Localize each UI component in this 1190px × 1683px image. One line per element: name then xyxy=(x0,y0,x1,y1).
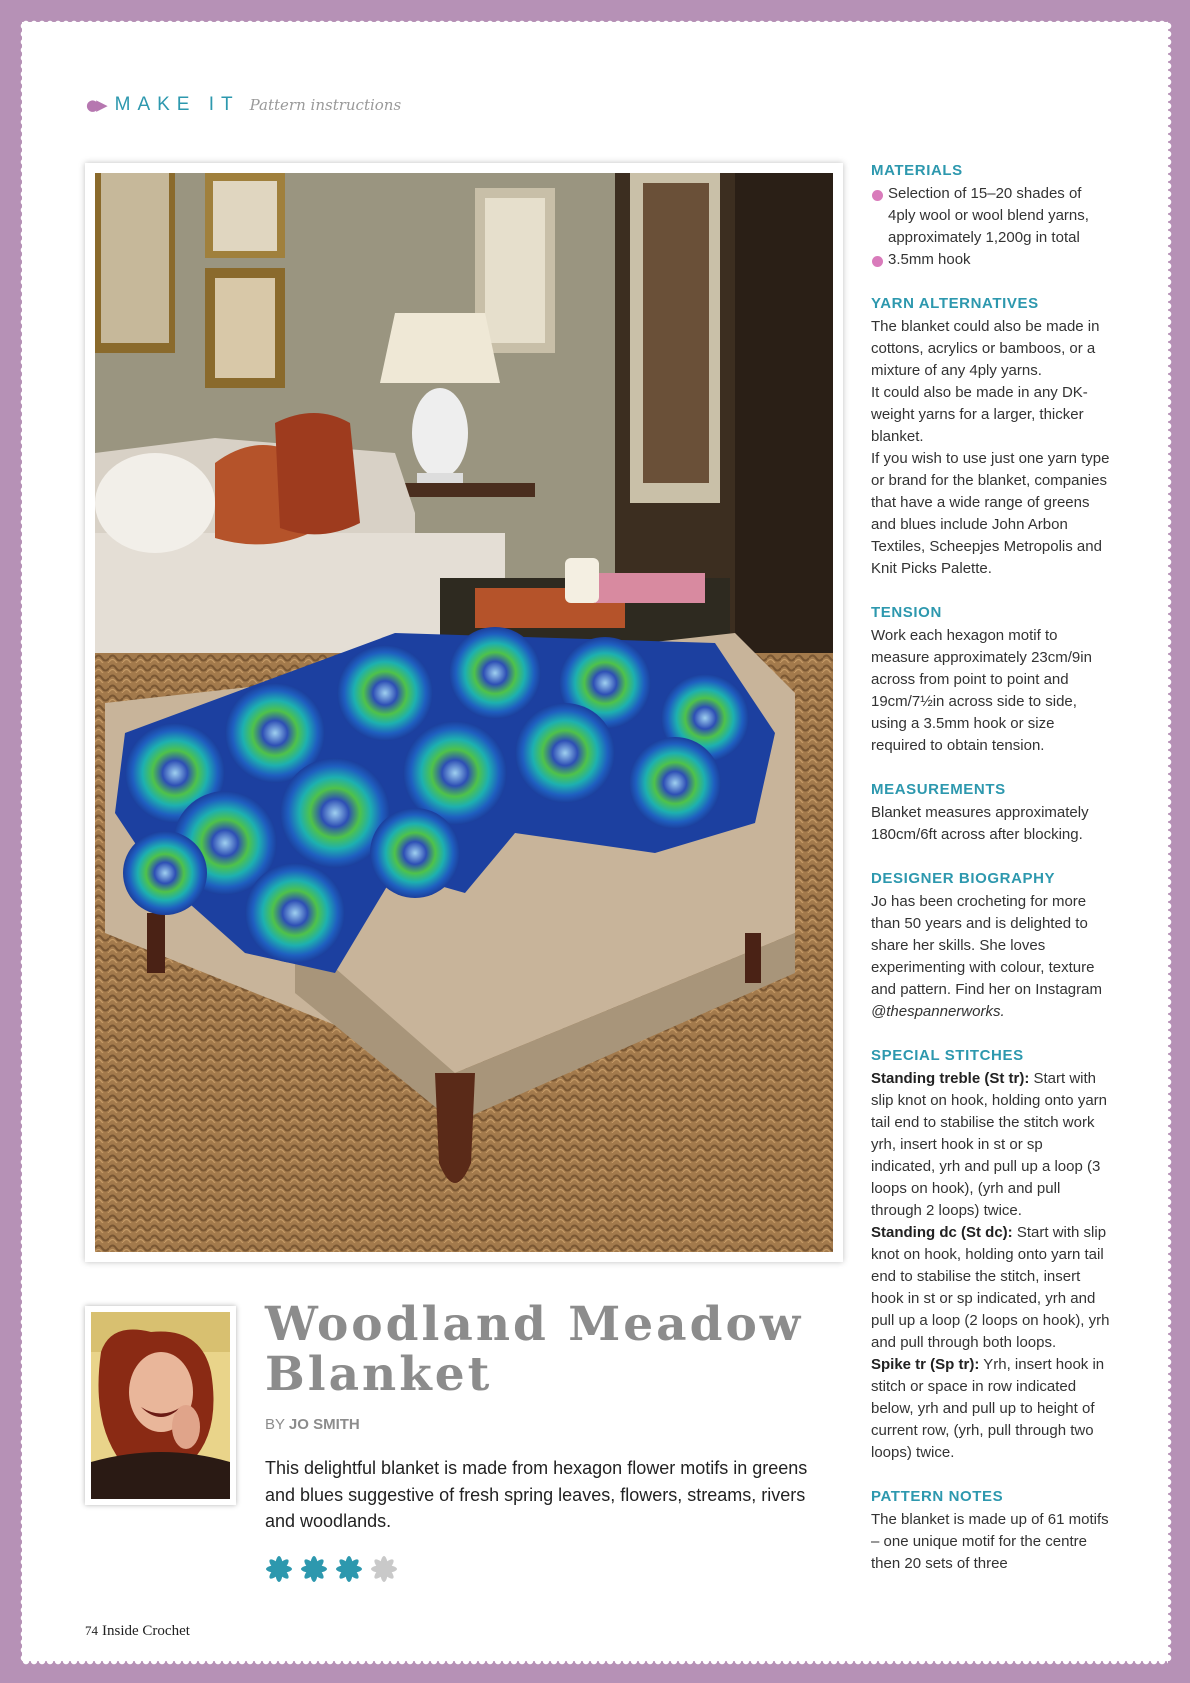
border-scallop-right xyxy=(1168,22,1176,1661)
materials-list xyxy=(871,183,1111,271)
byline-prefix: BY xyxy=(265,1416,285,1433)
publication-name: Inside Crochet xyxy=(102,1623,190,1639)
stitch-description: Start with slip knot on hook, holding onto yarn tail end to stabilise the stitch work yrh, insert hook in st or sp indicated, yrh and pull up a loop (3 loops on hook), (yrh and pull through 2 loops) twice. xyxy=(871,1070,1107,1219)
yarn-alternatives-paragraph: It could also be made in any DK-weight yarns for a larger, thicker blanket. xyxy=(871,384,1088,445)
blanket-photo xyxy=(95,173,833,1252)
stitch-description: Start with slip knot on hook, holding onto yarn tail end to stabilise the stitch, insert hook in st or sp indicated, yrh and pull up a loop (2 loops on hook), yrh and pull through both loops. xyxy=(871,1224,1110,1351)
border-scallop-left xyxy=(16,22,24,1661)
designer-heading: DESIGNER BIOGRAPHY xyxy=(871,870,1056,887)
main-photo-frame xyxy=(85,163,843,1262)
article-intro: This delightful blanket is made from hexagon flower motifs in greens and blues suggestive of fresh spring leaves, flowers, streams, rivers and woodlands. xyxy=(265,1458,808,1531)
designer-instagram-handle: @thespannerworks. xyxy=(871,1003,1005,1020)
author-name: JO SMITH xyxy=(288,1416,360,1433)
sidebar xyxy=(871,160,1111,1597)
tension-text: Work each hexagon motif to measure approximately 23cm/9in across from point to point and 19cm/7½in across side to side, using a 3.5mm hook or size required to obtain tension. xyxy=(871,627,1092,754)
stitch-entry xyxy=(871,1354,1111,1464)
designer-text: Jo has been crocheting for more than 50 years and is delighted to share her skills. She loves experimenting with colour, texture and pattern. Find her on Instagram xyxy=(871,893,1102,998)
stitch-entry xyxy=(871,1222,1111,1354)
folio xyxy=(85,1623,190,1640)
section-header xyxy=(86,94,401,116)
stitch-entry xyxy=(871,1068,1111,1222)
article-title: Woodland Meadow Blanket xyxy=(265,1297,804,1402)
author-photo xyxy=(91,1312,230,1499)
arrow-icon: ●▶ xyxy=(86,96,105,114)
special-stitches-section xyxy=(871,1045,1111,1464)
border-scallop-bottom xyxy=(22,1661,1168,1669)
pattern-notes-section xyxy=(871,1486,1111,1575)
designer-section xyxy=(871,868,1111,1023)
border-scallop-top xyxy=(22,16,1168,24)
difficulty-star-filled-icon xyxy=(334,1554,364,1584)
stitch-description: Yrh, insert hook in stitch or space in row indicated below, yrh and pull up to height of current row, (yrh, pull through two loops) twice. xyxy=(871,1356,1105,1461)
yarn-alternatives-section xyxy=(871,293,1111,580)
yarn-alternatives-heading: YARN ALTERNATIVES xyxy=(871,295,1039,312)
materials-item: Selection of 15–20 shades of 4ply wool or wool blend yarns, approximately 1,200g in total xyxy=(871,183,1111,249)
yarn-alternatives-paragraph: The blanket could also be made in cottons, acrylics or bamboos, or a mixture of any 4ply yarns. xyxy=(871,318,1100,379)
difficulty-star-filled-icon xyxy=(264,1554,294,1584)
difficulty-star-filled-icon xyxy=(299,1554,329,1584)
materials-item: 3.5mm hook xyxy=(871,249,1111,271)
materials-section xyxy=(871,160,1111,271)
section-title: MAKE IT xyxy=(114,94,240,115)
author-photo-frame xyxy=(85,1306,236,1505)
materials-heading: MATERIALS xyxy=(871,162,963,179)
tension-heading: TENSION xyxy=(871,604,942,621)
tension-section xyxy=(871,602,1111,757)
pattern-notes-text: The blanket is made up of 61 motifs – one unique motif for the centre then 20 sets of three xyxy=(871,1511,1109,1572)
page-number: 74 xyxy=(85,1623,98,1638)
section-subtitle: Pattern instructions xyxy=(249,96,402,114)
difficulty-rating xyxy=(264,1554,399,1584)
pattern-notes-heading: PATTERN NOTES xyxy=(871,1488,1004,1505)
stitch-term: Spike tr (Sp tr): xyxy=(871,1356,980,1373)
yarn-alternatives-paragraph: If you wish to use just one yarn type or brand for the blanket, companies that have a wide range of greens and blues include John Arbon Textiles, Scheepjes Metropolis and Knit Picks Palette. xyxy=(871,450,1110,577)
stitch-term: Standing dc (St dc): xyxy=(871,1224,1013,1241)
special-stitches-heading: SPECIAL STITCHES xyxy=(871,1047,1024,1064)
measurements-text: Blanket measures approximately 180cm/6ft across after blocking. xyxy=(871,804,1089,843)
byline xyxy=(265,1416,360,1433)
measurements-section xyxy=(871,779,1111,846)
measurements-heading: MEASUREMENTS xyxy=(871,781,1006,798)
difficulty-star-empty-icon xyxy=(369,1554,399,1584)
stitch-term: Standing treble (St tr): xyxy=(871,1070,1030,1087)
